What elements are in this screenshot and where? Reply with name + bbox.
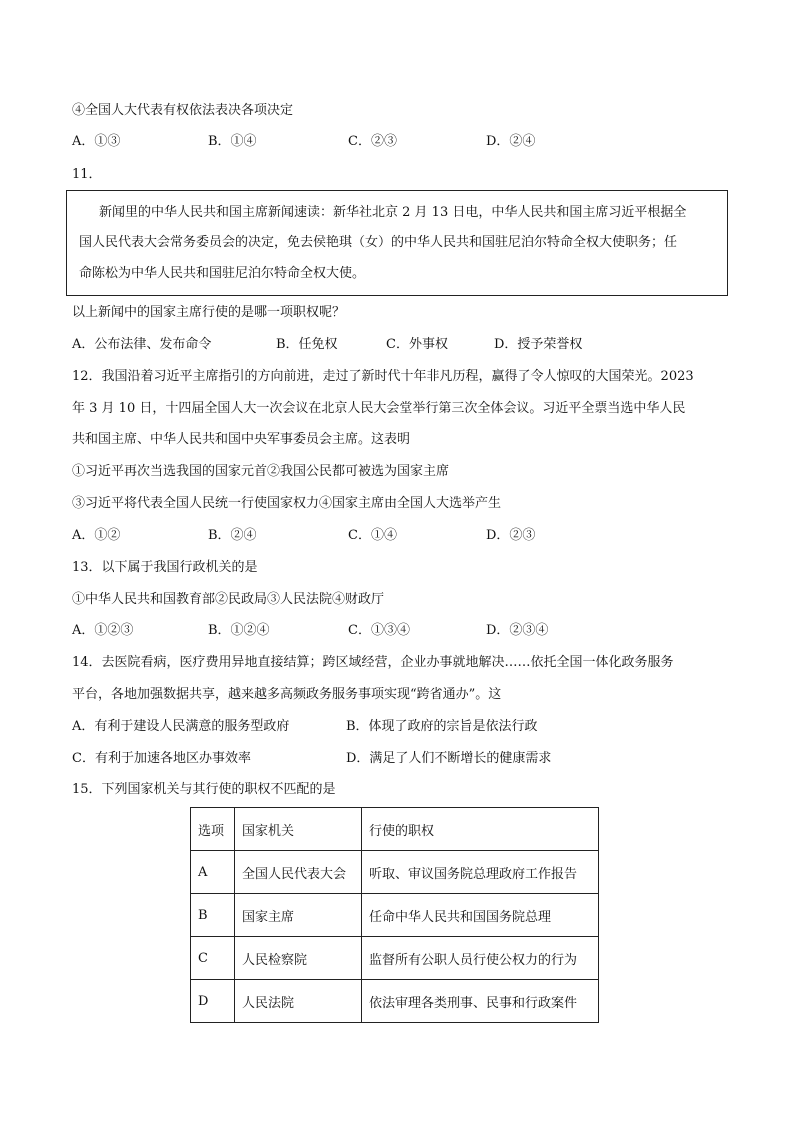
q14-option-c: C．有利于加速各地区办事效率	[72, 751, 251, 766]
table-row	[191, 894, 599, 937]
table-cell: C	[191, 937, 235, 980]
table-header-cell: 行使的职权	[362, 808, 599, 851]
table-cell: A	[191, 851, 235, 894]
q12-line-1: 12．我国沿着习近平主席指引的方向前进，走过了新时代十年非凡历程，赢得了令人惊叹的大国荣光。2023	[72, 369, 694, 384]
q12-option-a: A．①②	[72, 528, 121, 543]
q11-option-c: C．外事权	[386, 337, 448, 352]
table-header-cell: 选项	[191, 808, 235, 851]
table-cell: B	[191, 894, 235, 937]
q11-option-b: B．任免权	[276, 337, 338, 352]
q12-option-c: C．①④	[348, 528, 397, 543]
q14-line-2: 平台，各地加强数据共享，越来越多高频政务服务事项实现“跨省通办”。这	[72, 687, 502, 702]
q13-option-d: D．②③④	[486, 623, 549, 638]
q11-number: 11．	[72, 167, 102, 182]
table-cell: D	[191, 980, 235, 1023]
q11-news-line-2: 国人民代表大会常务委员会的决定，免去侯艳琪（女）的中华人民共和国驻尼泊尔特命全权大使职务；任	[79, 235, 678, 250]
q14-option-b: B．体现了政府的宗旨是依法行政	[346, 719, 538, 734]
table-cell: 人民检察院	[235, 937, 362, 980]
table-cell: 听取、审议国务院总理政府工作报告	[362, 851, 599, 894]
q11-question: 以上新闻中的国家主席行使的是哪一项职权呢？	[72, 305, 346, 320]
table-row	[191, 851, 599, 894]
table-cell: 任命中华人民共和国国务院总理	[362, 894, 599, 937]
q11-option-d: D．授予荣誉权	[494, 337, 583, 352]
q10-option-c: C．②③	[348, 134, 397, 149]
q12-statement-3-4: ③习近平将代表全国人民统一行使国家权力④国家主席由全国人大选举产生	[72, 496, 502, 511]
q13-stem: 13．以下属于我国行政机关的是	[72, 560, 258, 575]
q12-statement-1-2: ①习近平再次当选我国的国家元首②我国公民都可被选为国家主席	[72, 464, 450, 479]
table-cell: 国家主席	[235, 894, 362, 937]
q14-line-1: 14．去医院看病，医疗费用异地直接结算；跨区域经营，企业办事就地解决……依托全国一体化政务服务	[72, 655, 674, 670]
q13-option-c: C．①③④	[348, 623, 410, 638]
q13-option-b: B．①②④	[208, 623, 270, 638]
q10-item-4: ④全国人大代表有权依法表决各项决定	[72, 103, 294, 118]
table-cell: 人民法院	[235, 980, 362, 1023]
q14-option-d: D．满足了人们不断增长的健康需求	[346, 751, 552, 766]
q10-option-d: D．②④	[486, 134, 536, 149]
table-row	[191, 980, 599, 1023]
q11-news-line-3: 命陈松为中华人民共和国驻尼泊尔特命全权大使。	[79, 266, 366, 281]
q13-option-a: A．①②③	[72, 623, 134, 638]
q13-items: ①中华人民共和国教育部②民政局③人民法院④财政厅	[72, 592, 385, 607]
table-cell: 全国人民代表大会	[235, 851, 362, 894]
q10-option-a: A．①③	[72, 134, 121, 149]
q12-line-2: 年 3 月 10 日，十四届全国人大一次会议在北京人民大会堂举行第三次全体会议。习近平全票当选中华人民	[72, 401, 686, 416]
q15-stem: 15．下列国家机关与其行使的职权不匹配的是	[72, 782, 336, 797]
table-header-cell: 国家机关	[235, 808, 362, 851]
table-cell: 监督所有公职人员行使公权力的行为	[362, 937, 599, 980]
table-cell: 依法审理各类刑事、民事和行政案件	[362, 980, 599, 1023]
q12-option-d: D．②③	[486, 528, 536, 543]
q15-table	[190, 807, 599, 1023]
q11-option-a: A．公布法律、发布命令	[72, 337, 212, 352]
q11-news-box	[66, 190, 728, 296]
q12-option-b: B．②④	[208, 528, 257, 543]
q14-option-a: A．有利于建设人民满意的服务型政府	[72, 719, 290, 734]
q11-news-line-1: 新闻里的中华人民共和国主席新闻速读：新华社北京 2 月 13 日电，中华人民共和国主席习近平根据全	[99, 205, 687, 220]
table-header-row	[191, 808, 599, 851]
q10-option-b: B．①④	[208, 134, 257, 149]
table-row	[191, 937, 599, 980]
q12-line-3: 共和国主席、中华人民共和国中央军事委员会主席。这表明	[72, 432, 411, 447]
